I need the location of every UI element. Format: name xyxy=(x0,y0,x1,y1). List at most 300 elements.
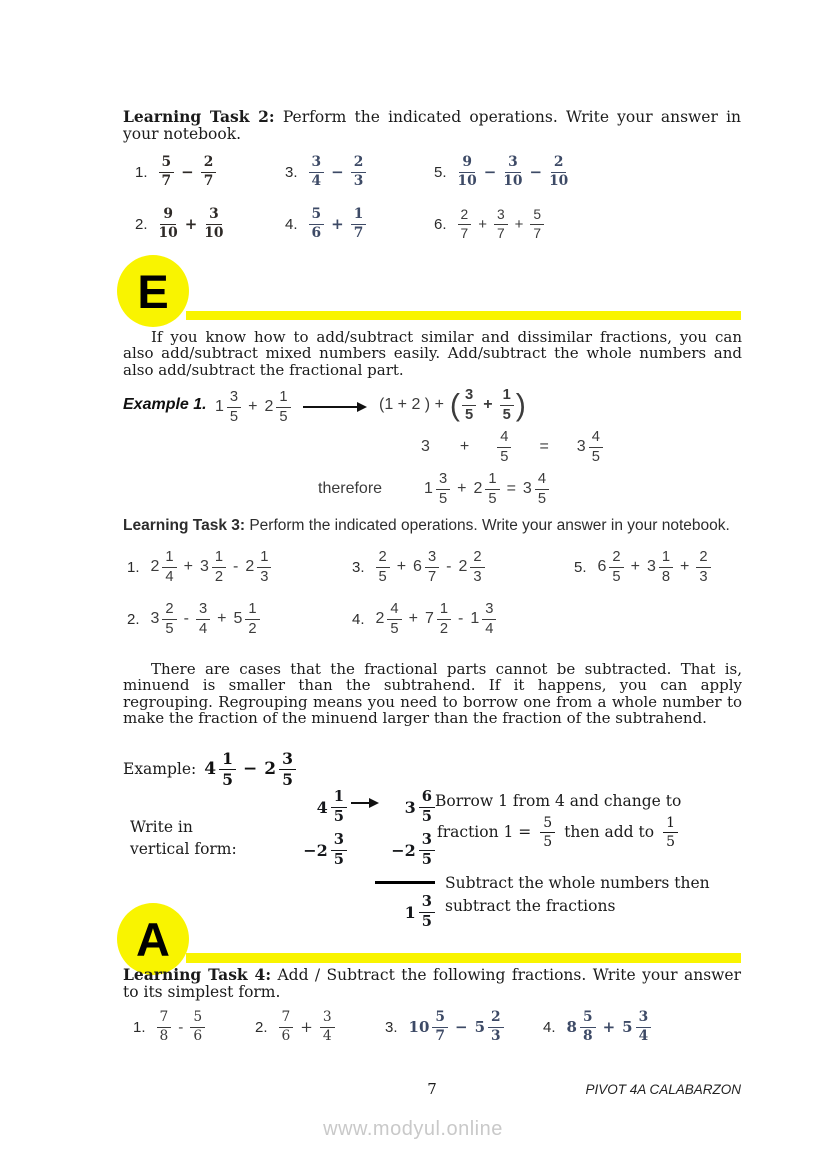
item-expression xyxy=(458,208,545,241)
numerator: 1 xyxy=(219,751,236,770)
numerator: 3 xyxy=(196,602,210,620)
numerator: 3 xyxy=(636,1011,652,1028)
operator: + xyxy=(457,480,467,498)
fraction xyxy=(432,1011,448,1044)
watermark: www.modyul.online xyxy=(323,1118,503,1140)
learning-task-2-items xyxy=(123,149,741,247)
mixed-number xyxy=(424,472,450,506)
mixed-number xyxy=(233,602,259,636)
fraction xyxy=(387,602,401,636)
operator: + xyxy=(514,215,524,233)
denominator: 3 xyxy=(353,172,364,189)
operator: + xyxy=(483,396,493,414)
fraction xyxy=(419,892,435,930)
item-expression xyxy=(409,1011,504,1044)
numerator: 1 xyxy=(351,208,367,225)
fraction xyxy=(276,390,290,424)
task-item xyxy=(543,1011,651,1044)
mixed-number xyxy=(204,751,236,787)
denominator: 3 xyxy=(260,568,269,585)
whole-number: 3 xyxy=(646,558,656,575)
whole-number: 2 xyxy=(245,558,255,575)
operator: + xyxy=(248,398,258,416)
mixed-number xyxy=(413,550,439,584)
operator: − xyxy=(243,759,258,780)
fraction xyxy=(309,153,325,189)
fraction xyxy=(549,153,569,189)
whole-number: 4 xyxy=(316,797,328,817)
denominator: 5 xyxy=(282,769,293,789)
fraction xyxy=(245,602,259,636)
denominator: 3 xyxy=(491,1027,501,1044)
learning-task-4-items xyxy=(123,1011,741,1044)
fraction xyxy=(351,205,367,241)
numerator: 1 xyxy=(276,390,290,408)
numerator: 7 xyxy=(279,1011,294,1028)
fraction xyxy=(696,550,710,584)
task-item xyxy=(127,602,352,636)
numerator: 7 xyxy=(157,1011,172,1028)
numerator: 1 xyxy=(331,790,347,808)
vertical-form-after-column xyxy=(375,790,435,929)
learning-task-2-heading xyxy=(123,108,741,143)
whole-number: 10 xyxy=(408,1018,430,1037)
numerator: 5 xyxy=(432,1011,448,1028)
operator: - xyxy=(178,1018,184,1037)
item-number: 1. xyxy=(135,163,148,181)
example-1-line3 xyxy=(424,472,549,506)
numerator: 3 xyxy=(482,602,496,620)
item-number: 4. xyxy=(352,610,365,628)
arrow-icon xyxy=(351,802,377,804)
mixed-number xyxy=(523,472,549,506)
item-number: 6. xyxy=(434,215,447,233)
learning-task-3-section xyxy=(123,517,742,643)
denominator: 5 xyxy=(543,834,553,850)
numerator: 2 xyxy=(551,156,567,173)
task-item xyxy=(352,602,574,636)
mixed-number xyxy=(264,751,296,787)
operator: − xyxy=(331,163,344,181)
denominator: 5 xyxy=(488,490,497,507)
page-number: 7 xyxy=(427,1080,437,1098)
numerator: 3 xyxy=(320,1011,335,1028)
task-item xyxy=(285,205,434,241)
operator: = xyxy=(539,438,549,456)
section-a-letter: A xyxy=(136,912,170,966)
denominator: 8 xyxy=(159,1027,169,1044)
item-number: 3. xyxy=(285,163,298,181)
fraction xyxy=(485,472,499,506)
item-expression xyxy=(158,205,224,241)
operator: + xyxy=(183,558,193,575)
numerator: 1 xyxy=(485,472,499,490)
numerator: 2 xyxy=(458,208,472,225)
fraction xyxy=(227,390,241,424)
section-e-circle xyxy=(117,255,189,327)
whole-number: −2 xyxy=(303,841,328,861)
paren-group xyxy=(450,388,526,422)
whole-number: 1 xyxy=(470,610,480,627)
item-expression xyxy=(376,602,497,636)
item-expression xyxy=(457,153,569,189)
learning-task-4-instruction: Add / Subtract the following fractions. Write your answer to its simplest form. xyxy=(123,966,742,1001)
fraction xyxy=(157,1011,172,1044)
item-number: 3. xyxy=(352,558,365,576)
denominator: 5 xyxy=(165,620,174,637)
whole-number: 1 xyxy=(215,398,224,416)
task-item xyxy=(135,205,285,241)
numerator: 2 xyxy=(488,1011,504,1028)
mixed-number xyxy=(567,1011,596,1044)
item-expression xyxy=(157,1011,206,1044)
whole-number: 3 xyxy=(522,480,532,498)
denominator: 5 xyxy=(229,408,239,425)
operator: − xyxy=(181,163,194,181)
mixed-number xyxy=(391,833,435,867)
task-item xyxy=(434,153,741,189)
fraction xyxy=(162,550,176,584)
numerator: 3 xyxy=(331,833,347,851)
numerator: 5 xyxy=(159,156,175,173)
fraction xyxy=(535,472,549,506)
denominator: 4 xyxy=(165,568,174,585)
denominator: 4 xyxy=(322,1027,332,1044)
denominator: 6 xyxy=(193,1027,203,1044)
operator: + xyxy=(300,1018,313,1037)
section-e-letter: E xyxy=(137,264,169,318)
operator: + xyxy=(680,558,690,575)
subtrahend-original xyxy=(303,833,347,867)
intro-paragraph: If you know how to add/subtract similar and dissimilar fractions, you can also add/subtract mixed numbers easily. Add/subtract the whole numbers and also add/subtract the fractional part. xyxy=(123,328,742,379)
operator: + xyxy=(408,610,418,627)
example-1-rhs xyxy=(377,388,526,422)
fraction xyxy=(158,205,178,241)
operator: + xyxy=(459,438,470,456)
whole-number: 3 xyxy=(404,797,416,817)
fraction xyxy=(503,153,523,189)
numerator: 6 xyxy=(419,790,435,808)
numerator: 3 xyxy=(309,156,325,173)
item-number: 3. xyxy=(385,1018,398,1036)
operator: - xyxy=(458,610,464,627)
minuend-regrouped xyxy=(405,790,435,824)
operator: + xyxy=(396,558,407,575)
operator: - xyxy=(446,558,452,575)
numerator: 5 xyxy=(190,1011,205,1028)
numerator: 1 xyxy=(500,388,514,406)
fraction xyxy=(331,833,347,867)
operator: − xyxy=(529,163,543,181)
denominator: 7 xyxy=(353,224,364,241)
borrow-note-line2 xyxy=(435,816,755,849)
denominator: 5 xyxy=(666,834,675,850)
item-number: 5. xyxy=(574,558,587,576)
fraction xyxy=(636,1011,652,1044)
numerator: 3 xyxy=(227,390,241,408)
mixed-number xyxy=(458,550,484,584)
denominator: 10 xyxy=(549,172,569,189)
mixed-number xyxy=(376,602,402,636)
denominator: 7 xyxy=(161,172,172,189)
fraction xyxy=(470,550,484,584)
operator: + xyxy=(331,215,344,233)
numerator: 1 xyxy=(663,816,678,833)
fraction xyxy=(309,205,325,241)
whole-number: 1 xyxy=(404,902,416,922)
example-2-expression xyxy=(204,751,296,787)
numerator: 2 xyxy=(376,550,390,568)
denominator: 5 xyxy=(500,448,509,465)
denominator: 4 xyxy=(485,620,494,637)
denominator: 7 xyxy=(533,225,542,241)
denominator: 7 xyxy=(460,225,469,241)
fraction xyxy=(279,1011,294,1044)
fraction xyxy=(257,550,271,584)
operator: − xyxy=(455,1018,468,1037)
learning-task-4-label: Learning Task 4: xyxy=(123,965,272,984)
mixed-number xyxy=(647,550,673,584)
denominator: 4 xyxy=(638,1027,649,1044)
item-number: 1. xyxy=(127,558,140,576)
operator: + xyxy=(184,215,198,233)
numerator: 4 xyxy=(589,430,603,448)
fraction xyxy=(376,550,390,584)
denominator: 10 xyxy=(457,172,477,189)
task-item xyxy=(574,550,742,584)
math-text: then add to xyxy=(564,823,655,841)
learning-task-2-section xyxy=(123,108,741,247)
item-expression xyxy=(309,205,367,241)
denominator: 10 xyxy=(204,224,224,241)
numerator: 9 xyxy=(160,208,176,225)
whole-number: 2 xyxy=(458,558,468,575)
mixed-number xyxy=(215,390,241,424)
learning-task-4-section xyxy=(123,966,741,1044)
close-paren: ) xyxy=(515,387,526,422)
denominator: 6 xyxy=(281,1027,291,1044)
numerator: 1 xyxy=(212,550,226,568)
fraction xyxy=(500,388,514,422)
denominator: 5 xyxy=(378,568,387,585)
denominator: 5 xyxy=(222,769,233,789)
whole-number: 2 xyxy=(264,398,274,416)
numerator: 3 xyxy=(419,833,435,851)
numerator: 2 xyxy=(351,156,367,173)
mixed-number xyxy=(151,550,177,584)
item-number: 2. xyxy=(255,1018,268,1036)
mixed-number xyxy=(622,1011,651,1044)
task-item xyxy=(434,208,741,241)
denominator: 7 xyxy=(435,1027,445,1044)
fraction xyxy=(204,205,224,241)
mixed-number xyxy=(245,550,271,584)
numerator: 3 xyxy=(436,472,450,490)
operator: − xyxy=(483,163,497,181)
fraction xyxy=(540,816,555,849)
mixed-number xyxy=(151,602,177,636)
denominator: 5 xyxy=(438,490,448,507)
mixed-number xyxy=(473,472,499,506)
mixed-number xyxy=(598,550,624,584)
item-expression xyxy=(598,550,711,584)
example-1-line2 xyxy=(419,430,603,464)
whole-number: −2 xyxy=(391,841,416,861)
item-number: 4. xyxy=(285,215,298,233)
arrow-icon xyxy=(303,406,365,408)
numerator: 3 xyxy=(462,388,476,406)
denominator: 5 xyxy=(421,851,432,869)
numerator: 4 xyxy=(535,472,549,490)
fraction xyxy=(437,602,451,636)
fraction xyxy=(462,388,476,422)
whole-number: 5 xyxy=(233,610,243,627)
whole-number: 4 xyxy=(204,759,217,780)
denominator: 8 xyxy=(661,568,671,585)
section-e-bar xyxy=(186,311,741,320)
learning-task-2-instruction: Perform the indicated operations. Write your answer in your notebook. xyxy=(123,108,742,143)
item-expression xyxy=(376,550,485,584)
operator: - xyxy=(183,610,189,627)
denominator: 5 xyxy=(279,408,288,425)
fraction xyxy=(219,751,236,787)
fraction xyxy=(589,430,603,464)
numerator: 1 xyxy=(162,550,176,568)
fraction xyxy=(279,751,296,787)
task-item xyxy=(255,1011,385,1044)
numerator: 2 xyxy=(162,602,176,620)
numerator: 4 xyxy=(387,602,401,620)
whole-number: 1 xyxy=(424,480,433,498)
math-text: (1 + 2 ) + xyxy=(379,396,444,414)
open-paren: ( xyxy=(449,387,461,422)
denominator: 5 xyxy=(465,406,474,423)
denominator: 5 xyxy=(333,807,344,825)
denominator: 7 xyxy=(203,172,214,189)
paren-contents xyxy=(462,388,514,422)
numerator: 1 xyxy=(437,602,451,620)
numerator: 2 xyxy=(470,550,484,568)
fraction xyxy=(663,816,678,849)
fraction xyxy=(162,602,176,636)
mixed-number xyxy=(404,892,435,930)
item-number: 5. xyxy=(434,163,447,181)
denominator: 5 xyxy=(421,807,432,825)
denominator: 5 xyxy=(390,620,399,637)
fraction xyxy=(497,430,511,464)
numerator: 5 xyxy=(540,816,555,833)
task-item xyxy=(385,1011,543,1044)
numerator: 5 xyxy=(309,208,325,225)
math-text: fraction 1 = xyxy=(437,823,532,841)
brand-label: PIVOT 4A CALABARZON xyxy=(585,1082,741,1097)
numerator: 3 xyxy=(505,156,521,173)
whole-number: 8 xyxy=(566,1018,577,1037)
difference-result xyxy=(404,892,435,930)
numerator: 3 xyxy=(494,208,508,225)
numerator: 3 xyxy=(206,208,222,225)
minuend-original xyxy=(317,790,347,824)
item-expression xyxy=(567,1011,652,1044)
borrow-note-line1: Borrow 1 from 4 and change to xyxy=(435,792,682,810)
numerator: 4 xyxy=(497,430,511,448)
vertical-form-before-column xyxy=(291,790,347,868)
item-expression xyxy=(151,602,260,636)
operator: - xyxy=(233,558,239,575)
fraction xyxy=(436,472,450,506)
example-1-label: Example 1. xyxy=(123,396,207,413)
fraction xyxy=(609,550,623,584)
therefore-label: therefore xyxy=(318,480,383,498)
whole-number: 3 xyxy=(576,438,586,456)
example-2-label: Example: xyxy=(123,760,197,779)
operator: + xyxy=(217,610,227,627)
mixed-number xyxy=(470,602,496,636)
item-expression xyxy=(151,550,272,584)
fraction xyxy=(419,833,435,867)
subtract-note: Subtract the whole numbers then subtract the fractions xyxy=(445,874,710,915)
example-1-therefore-line xyxy=(318,472,549,506)
denominator: 2 xyxy=(214,568,224,585)
mixed-number xyxy=(264,390,290,424)
mixed-number xyxy=(409,1011,448,1044)
fraction xyxy=(351,153,367,189)
regrouping-paragraph: There are cases that the fractional parts cannot be subtracted. That is, minuend is smaller than the subtrahend. If it happens, you can apply regrouping. Regrouping means you need to borrow one from a whole number to make the fraction of the minuend larger than the fraction of the subtrahend. xyxy=(123,660,742,728)
learning-task-3-heading xyxy=(123,517,742,535)
denominator: 3 xyxy=(473,568,482,585)
numerator: 5 xyxy=(580,1011,596,1028)
denominator: 2 xyxy=(248,620,257,637)
example-2-line xyxy=(123,751,296,787)
fraction xyxy=(196,602,210,636)
numerator: 1 xyxy=(659,550,673,568)
math-text: 3 xyxy=(421,438,430,456)
example-1-lhs xyxy=(215,390,291,424)
example-1-section xyxy=(123,388,763,510)
denominator: 7 xyxy=(496,225,505,241)
whole-number: 3 xyxy=(199,558,209,575)
learning-task-3-items xyxy=(123,543,742,643)
mixed-number xyxy=(303,833,347,867)
denominator: 2 xyxy=(439,620,449,637)
numerator: 5 xyxy=(530,208,544,225)
fraction xyxy=(201,153,217,189)
fraction xyxy=(190,1011,205,1044)
operator: + xyxy=(602,1018,616,1037)
fraction xyxy=(425,550,439,584)
whole-number: 3 xyxy=(150,610,160,627)
borrow-note xyxy=(435,790,755,849)
task-item xyxy=(127,550,352,584)
learning-task-3-instruction: Perform the indicated operations. Write your answer in your notebook. xyxy=(249,517,730,534)
subtrahend-regrouped xyxy=(391,833,435,867)
item-expression xyxy=(309,153,367,189)
mixed-number xyxy=(577,430,603,464)
item-number: 2. xyxy=(135,215,148,233)
fraction xyxy=(457,153,477,189)
task-item xyxy=(352,550,574,584)
numerator: 3 xyxy=(425,550,439,568)
fraction xyxy=(212,550,226,584)
item-expression xyxy=(159,153,217,189)
denominator: 10 xyxy=(158,224,178,241)
denominator: 8 xyxy=(582,1027,593,1044)
whole-number: 5 xyxy=(622,1018,633,1037)
mixed-number xyxy=(317,790,347,824)
section-a-bar xyxy=(186,953,741,963)
task-item xyxy=(285,153,434,189)
fraction xyxy=(419,790,435,824)
